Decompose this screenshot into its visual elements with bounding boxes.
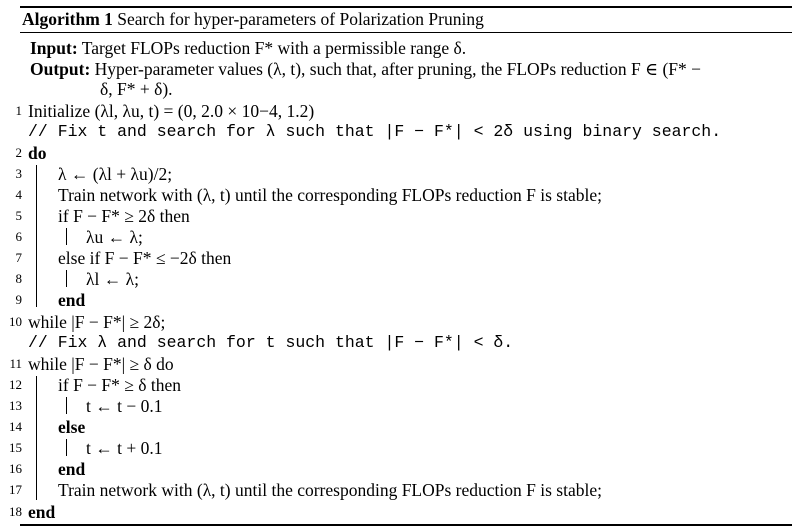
algorithm-line: end — [58, 290, 86, 310]
input-text: Target FLOPs reduction F* with a permissible range δ. — [81, 38, 467, 58]
algorithm-line: while |F − F*| ≥ δ do — [28, 354, 174, 374]
algorithm-line: while |F − F*| ≥ 2δ; — [28, 312, 166, 332]
top-rule — [20, 6, 792, 8]
output-line — [30, 59, 701, 79]
output-label: Output: — [30, 59, 91, 79]
algorithm-line: end — [28, 502, 56, 522]
line-number: 10 — [9, 314, 22, 329]
line-number: 15 — [9, 440, 22, 455]
algorithm-line: do — [28, 143, 47, 163]
line-number: 4 — [15, 187, 22, 202]
line-number: 7 — [15, 250, 22, 265]
line-number: 2 — [15, 145, 22, 160]
while-block-bar — [36, 376, 37, 500]
if2-block-bar — [66, 397, 67, 414]
output-text-continued: δ, F* + δ). — [100, 79, 173, 99]
line-number: 5 — [15, 208, 22, 223]
algorithm-comment: // Fix λ and search for t such that |F − F*| < δ. — [28, 333, 514, 352]
do-block-bar — [36, 165, 37, 307]
algorithm-line: end — [58, 459, 86, 479]
line-number: 18 — [9, 504, 22, 519]
output-text: Hyper-parameter values (λ, t), such that, after pruning, the FLOPs reduction F ∈ (F* − — [94, 59, 702, 79]
algorithm-line: t ← t + 0.1 — [86, 438, 163, 458]
elseif-block-bar — [66, 270, 67, 287]
algorithm-line: else — [58, 417, 86, 437]
line-number: 8 — [15, 271, 22, 286]
line-number: 14 — [9, 419, 22, 434]
else-block-bar — [66, 439, 67, 456]
algorithm-line: Train network with (λ, t) until the corresponding FLOPs reduction F is stable; — [58, 185, 602, 205]
line-number: 9 — [15, 292, 22, 307]
algorithm-label: Algorithm 1 — [22, 9, 113, 29]
line-number: 13 — [9, 398, 22, 413]
algorithm-line: λl ← λ; — [86, 269, 139, 289]
caption-rule — [20, 32, 792, 33]
algorithm-line: λ ← (λl + λu)/2; — [58, 164, 173, 184]
algorithm-line: Initialize (λl, λu, t) = (0, 2.0 × 10−4, 1.2) — [28, 101, 315, 121]
algorithm-line: if F − F* ≥ δ then — [58, 375, 182, 395]
line-number: 6 — [15, 229, 22, 244]
line-number: 1 — [15, 103, 22, 118]
line-number: 12 — [9, 377, 22, 392]
line-number: 11 — [9, 356, 22, 371]
algorithm-title: Search for hyper-parameters of Polarization Pruning — [117, 9, 484, 29]
algorithm-line: t ← t − 0.1 — [86, 396, 163, 416]
algorithm-caption — [22, 9, 484, 30]
if-block-bar — [66, 228, 67, 245]
output-line-continued — [100, 79, 173, 99]
algorithm-line: else if F − F* ≤ −2δ then — [58, 248, 232, 268]
bottom-rule — [20, 524, 792, 526]
input-label: Input: — [30, 38, 78, 58]
algorithm-line: if F − F* ≥ 2δ then — [58, 206, 190, 226]
input-line — [30, 38, 466, 58]
algorithm-comment: // Fix t and search for λ such that |F − F*| < 2δ using binary search. — [28, 122, 722, 141]
line-number: 3 — [15, 166, 22, 181]
line-number: 16 — [9, 461, 22, 476]
algorithm-line: Train network with (λ, t) until the corresponding FLOPs reduction F is stable; — [58, 480, 602, 500]
line-number: 17 — [9, 482, 22, 497]
algorithm-line: λu ← λ; — [86, 227, 143, 247]
